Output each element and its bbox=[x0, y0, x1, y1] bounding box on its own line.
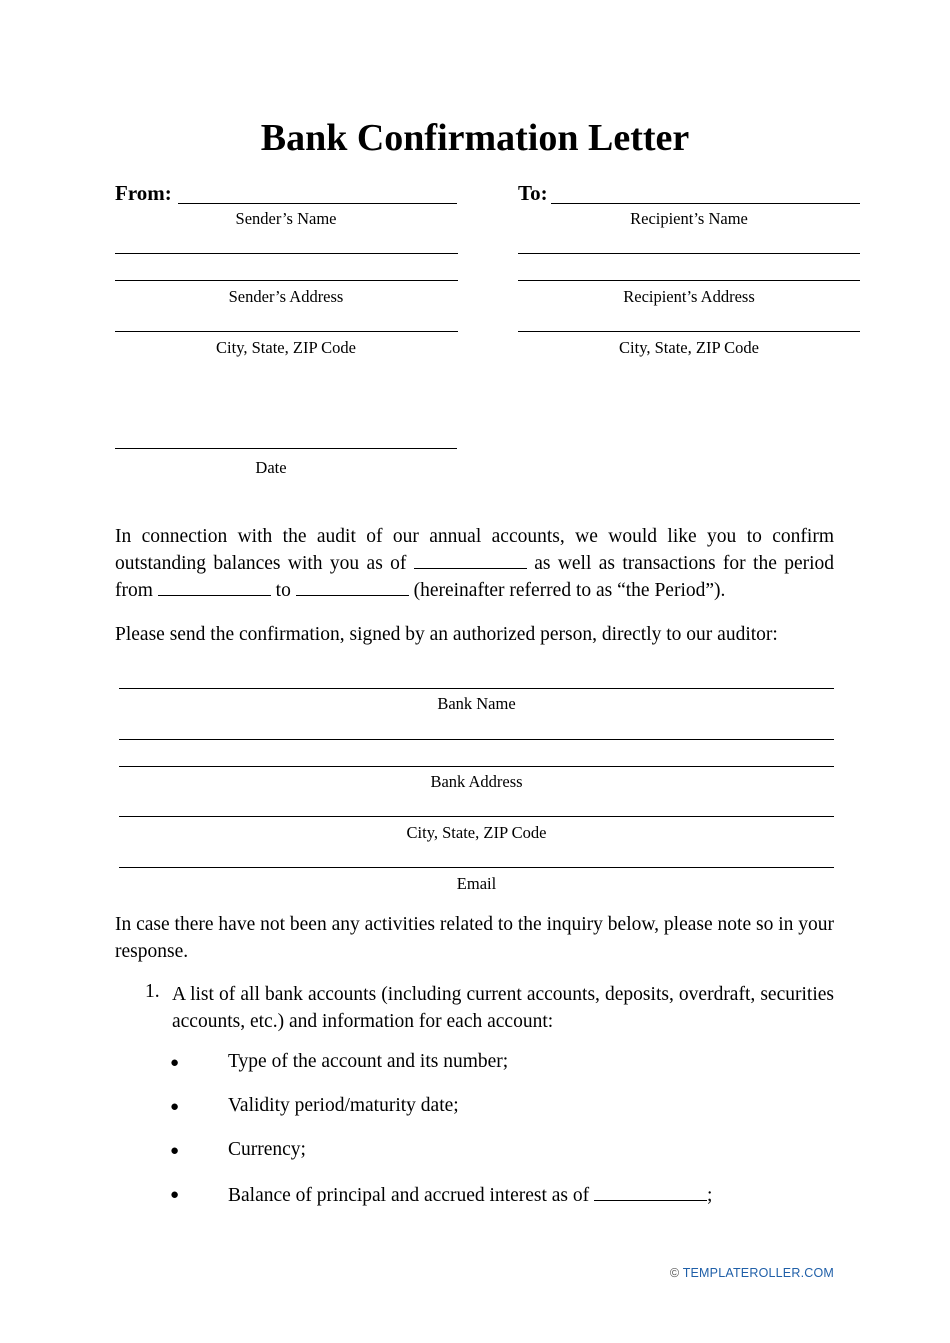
period-from-blank[interactable] bbox=[158, 578, 271, 596]
sender-name-line[interactable] bbox=[178, 203, 457, 204]
list-item-1-text: A list of all bank accounts (including current accounts, deposits, overdraft, securities accounts, etc.) and information for each account: bbox=[172, 984, 834, 1032]
recipient-name-caption: Recipient’s Name bbox=[630, 209, 748, 228]
bullet-item-balance-text: Balance of principal and accrued interest as of bbox=[228, 1185, 590, 1206]
sender-name-caption: Sender’s Name bbox=[235, 209, 337, 228]
bank-address-line-1[interactable] bbox=[119, 739, 834, 740]
intro-paragraph bbox=[115, 523, 834, 604]
sender-address-line-2[interactable] bbox=[115, 280, 458, 281]
as-of-date-blank[interactable] bbox=[414, 551, 527, 569]
intro-text-1: In connection with the audit of our annual accounts, we would like you to confirm outstanding balances with you as of bbox=[115, 526, 834, 574]
bank-address-line-2[interactable] bbox=[119, 766, 834, 767]
to-label: To: bbox=[518, 181, 548, 205]
intro-text-3: to bbox=[275, 580, 291, 601]
sender-address-line-1[interactable] bbox=[115, 253, 458, 254]
recipient-name-line[interactable] bbox=[551, 203, 860, 204]
bank-name-line[interactable] bbox=[119, 688, 834, 689]
copyright-symbol: © bbox=[669, 1266, 680, 1280]
recipient-address-caption: Recipient’s Address bbox=[623, 287, 755, 306]
send-instruction: Please send the confirmation, signed by an authorized person, directly to our auditor: bbox=[115, 624, 778, 645]
recipient-address-line-2[interactable] bbox=[518, 280, 860, 281]
balance-date-blank[interactable] bbox=[594, 1183, 707, 1201]
bank-address-caption: Bank Address bbox=[430, 772, 523, 791]
document-title: Bank Confirmation Letter bbox=[260, 117, 690, 159]
bank-city-line[interactable] bbox=[119, 816, 834, 817]
sender-city-caption: City, State, ZIP Code bbox=[216, 338, 356, 357]
bank-name-caption: Bank Name bbox=[437, 694, 516, 713]
intro-text-4: (hereinafter referred to as “the Period”). bbox=[413, 580, 726, 601]
sender-city-line[interactable] bbox=[115, 331, 458, 332]
bullet-item-balance bbox=[228, 1183, 712, 1207]
bullet-item-validity: Validity period/maturity date; bbox=[228, 1095, 459, 1116]
bullet-dot: ● bbox=[170, 1187, 180, 1203]
bank-city-caption: City, State, ZIP Code bbox=[406, 823, 547, 842]
bullet-dot: ● bbox=[170, 1099, 180, 1115]
list-item-1-number: 1. bbox=[145, 981, 160, 1002]
footer-site-link[interactable]: TEMPLATEROLLER.COM bbox=[682, 1266, 834, 1280]
bank-email-line[interactable] bbox=[119, 867, 834, 868]
bullet-item-account-type: Type of the account and its number; bbox=[228, 1051, 509, 1072]
recipient-city-line[interactable] bbox=[518, 331, 860, 332]
intro-text-2: as well as transactions for the period from bbox=[115, 553, 835, 601]
recipient-address-line-1[interactable] bbox=[518, 253, 860, 254]
bullet-item-currency: Currency; bbox=[228, 1139, 306, 1160]
bullet-item-balance-end: ; bbox=[707, 1185, 713, 1206]
no-activity-note: In case there have not been any activities related to the inquiry below, please note so in your response. bbox=[115, 914, 834, 962]
date-caption: Date bbox=[255, 458, 287, 477]
footer-brand bbox=[670, 1266, 834, 1280]
date-line[interactable] bbox=[115, 448, 457, 449]
from-label: From: bbox=[115, 181, 172, 205]
sender-address-caption: Sender’s Address bbox=[228, 287, 344, 306]
bank-email-caption: Email bbox=[456, 874, 497, 893]
period-to-blank[interactable] bbox=[296, 578, 409, 596]
bullet-dot: ● bbox=[170, 1143, 180, 1159]
recipient-city-caption: City, State, ZIP Code bbox=[619, 338, 759, 357]
bullet-dot: ● bbox=[170, 1055, 180, 1071]
